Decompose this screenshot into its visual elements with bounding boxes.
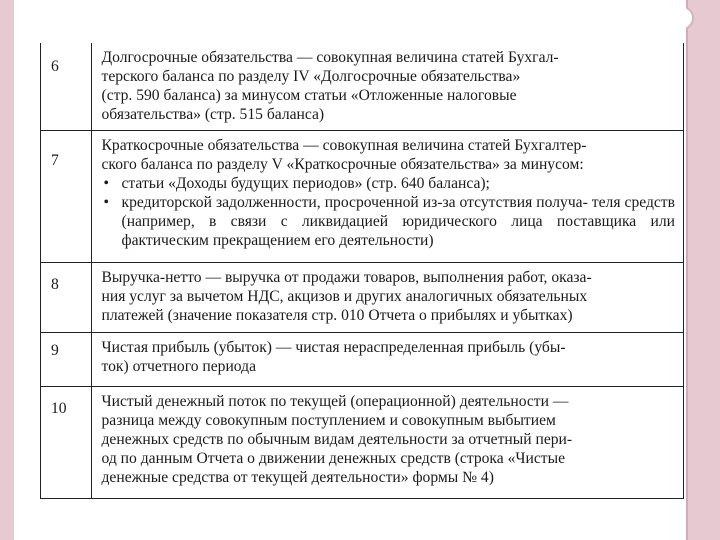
- exclusions-list: [102, 174, 676, 250]
- table-row: [41, 262, 683, 332]
- row-text: Долгосрочные обязательства — совокупная величина статей Бухгал- терского баланса по разделу IV «Долгосрочные обязательства» (стр. 590 баланса) за минусом статьи «Отложенные налоговые обязательства» (стр. 515 баланса): [91, 43, 683, 130]
- row-number: 8: [41, 262, 91, 332]
- row-text: Краткосрочные обязательства — совокупная величина статей Бухгалтер- ского баланса по разделу V «Краткосрочные обязательства» за минусом: • статьи «Доходы будущих периодов» (стр. 640 баланса); • кредиторской задолженности, просроченной из-за отсутствия получа- теля средств (например, в связи с ликвидацией юридического лица поставщика или фактическим прекращением его деятельности): [91, 130, 683, 262]
- row-text: Выручка-нетто — выручка от продажи товаров, выполнения работ, оказа- ния услуг за вычетом НДС, акцизов и других аналогичных обязательных платежей (значение показателя стр. 010 Отчета о прибылях и убытках): [91, 262, 683, 332]
- table-row: [41, 386, 683, 498]
- row-text: Чистая прибыль (убыток) — чистая нераспределенная прибыль (убы- ток) отчетного периода: [91, 332, 683, 386]
- table-row: [41, 332, 683, 386]
- list-item: • кредиторской задолженности, просроченной из-за отсутствия получа- теля средств (например, в связи с ликвидацией юридического лица поставщика или фактическим прекращением его деятельности): [102, 193, 676, 250]
- list-item: • статьи «Доходы будущих периодов» (стр. 640 баланса);: [102, 174, 676, 193]
- row-text: Чистый денежный поток по текущей (операционной) деятельности — разница между совокупным поступлением и совокупным выбытием денежных средств по обычным видам деятельности за отчетный пери- од по данным Отчета о движении денежных средств (строка «Чистые денежные средства от текущей деятельности» формы № 4): [91, 386, 683, 498]
- table-row: [41, 43, 683, 130]
- right-decorative-band: [686, 0, 720, 540]
- row-number: 10: [41, 386, 91, 498]
- row-number: 6: [41, 43, 91, 130]
- row-number: 9: [41, 332, 91, 386]
- table-row: [41, 130, 683, 262]
- left-decorative-band: [0, 0, 14, 540]
- definitions-table: [40, 43, 684, 499]
- row-number: 7: [41, 130, 91, 262]
